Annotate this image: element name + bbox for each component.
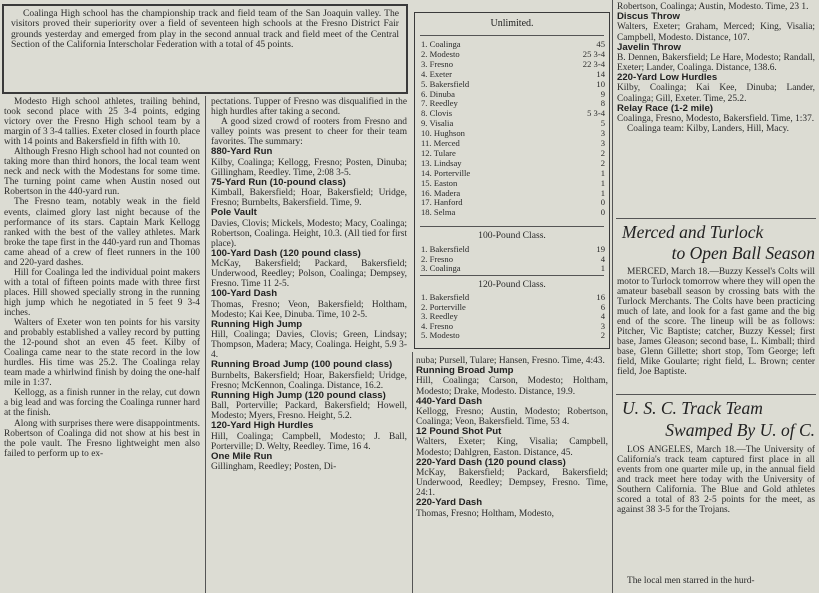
paragraph: Burnbelts, Bakersfield; Hoar, Bakersfield; Uridge, Fresno; McKennon, Coalinga. Distance, 16.2. [211,370,407,391]
event-heading: Relay Race (1-2 mile) [617,102,713,114]
standing-team: 11. Merced [421,138,460,148]
standing-points: 1 [600,177,605,188]
paragraph: nuba; Pursell, Tulare; Hansen, Fresno. Time, 4:43. [416,356,605,366]
paragraph: Walters, Exeter; Graham, Merced; King, Visalia; Campbell, Modesto. Distance, 107. [617,22,815,43]
paragraph: Hill, Coalinga; Campbell, Modesto; J. Ball, Porterville; D. Welty, Reedley. Time, 16 4. [211,431,407,452]
standing-points: 25 3-4 [582,48,605,59]
event-heading: 220-Yard Low Hurdles [617,72,718,84]
intro-paragraph: Coalinga High school has the championship track and field team of the San Joaquin valley. The visitors proved their superiority over a field of seventeen high schools at the Fresno District Fair grounds yesterday and emerged from play in the second annual track and field meet of the Central Section of the California Interscholar Federation with a total of 45 points. [11,8,399,51]
paragraph: Thomas, Fresno; Veon, Bakersfield; Holtham, Modesto; Kai Kee, Dinuba. Time, 10 2-5. [211,299,407,320]
standing-team: 8. Clovis [421,108,453,119]
standing-points: 19 [596,244,605,254]
paragraph: The Fresno team, notably weak in the field events, claimed glory last night because of the performance of its stars. Captain Mark Kellogg ranked with the best of the valley athletes. Mark broke the tape first in the 440-yard run and Thomas came ahead of a crew of fleet runners in the 100 and 220-yard dashes. [4,197,200,268]
section-rule [616,394,816,395]
class100-title: 100-Pound Class. [478,230,546,241]
column-divider [205,96,206,593]
article-column-1 [4,97,200,459]
paragraph: Ball, Porterville; Packard, Bakersfield; Howell, Modesto; Myers, Fresno. Height, 5.2. [211,401,407,422]
paragraph: Modesto High school athletes, trailing behind, took second place with 25 3-4 points, edging victory over the Fresno High school team by a margin of 3 3-4 tallies. Exeter closed in fourth place with 14 points and Bakersfield in fifth with 10. [4,97,200,148]
standing-team: 5. Bakersfield [421,78,470,89]
paragraph: A good sized crowd of rooters from Fresno and valley points was present to cheer for their team favorites. The summary: [211,117,407,148]
event-heading: Discus Throw [617,11,680,23]
standing-team: 4. Exeter [421,68,453,79]
standing-team: 12. Tulare [421,147,456,158]
standing-team: 3. Coalinga [421,263,461,274]
standings-rule [420,226,604,227]
section-rule [616,218,816,219]
standing-team: 17. Hanford [421,197,463,208]
merced-headline-line-1: Merced and Turlock [622,222,764,242]
event-heading: 440-Yard Dash [416,395,483,407]
intro-box [2,4,408,94]
standing-team: 7. Reedley [421,98,458,109]
standing-points: 22 3-4 [582,58,605,69]
standing-team: 4. Fresno [421,320,453,331]
column-divider [612,0,613,593]
event-heading: 880-Yard Run [211,146,273,158]
class100-standings-list [415,245,609,277]
event-heading: Running Broad Jump [416,365,514,377]
standing-points: 10 [596,78,605,89]
standing-team: 1. Bakersfield [421,244,470,254]
paragraph: Kellogg, Fresno; Austin, Modesto; Robertson, Coalinga; Veon, Bakersfield. Time, 53 4. [416,406,608,427]
paragraph: Kimball, Bakersfield; Hoar, Bakersfield; Uridge, Fresno; Burnbelts, Bakersfield. Time, 9. [211,188,407,209]
usc-headline-line-1: U. S. C. Track Team [622,398,763,418]
standing-points: 16 [596,292,605,302]
event-heading: 220-Yard Dash [416,497,483,509]
paragraph: McKay, Bakersfield; Packard, Bakersfield; Underwood, Reedley; Polson, Coalinga; Dempsey, Fresno. Time 11 2-5. [211,259,407,290]
paragraph: Hill, Coalinga; Carson, Modesto; Holtham, Modesto; Drake, Modesto. Distance, 19.9. [416,376,608,397]
paragraph: Robertson, Coalinga; Austin, Modesto. Time, 23 1. [617,2,809,12]
paragraph: Coalinga team: Kilby, Landers, Hill, Macy. [627,124,790,134]
standings-box [414,12,610,349]
class120-standings-list [415,293,609,345]
standing-team: 10. Hughson [421,128,465,139]
standing-team: 13. Lindsay [421,157,462,168]
event-heading: 120-Yard High Hurdles [211,420,314,432]
usc-article-tail: The local men starred in the hurd- [627,576,755,586]
paragraph: Hill for Coalinga led the individual point makers with a total of fifteen points made with three first places. Hill showed specially strong in the running high jump which he negotiated in 5 feet 9 3-4 inches. [4,267,200,318]
standings-title: Unlimited. [490,18,534,29]
paragraph: Kellogg, as a finish runner in the relay, cut down a big lead and was forcing the Coalinga runner hard at the finish. [4,388,200,419]
standing-team: 6. Dinuba [421,88,455,99]
paragraph: Davies, Clovis; Mickels, Modesto; Macy, Coalinga; Robertson, Coalinga. Height, 10.3. (All tied for first place). [211,218,407,249]
standing-team: 16. Madera [421,187,461,198]
standing-points: 6 [600,301,605,312]
column-divider [412,352,413,593]
event-heading: 12 Pound Shot Put [416,426,502,438]
event-heading: Pole Vault [211,207,257,219]
standings-rule [420,35,604,36]
paragraph: Hill, Coalinga; Davies, Clovis; Green, Lindsay; Thompson, Madera; Macy, Coalinga. Height, 5.9 3-4. [211,330,407,361]
paragraph: Although Fresno High school had not counted on taking more than third honors, the local team went neck and neck with the Modestans for some time. The turning point came when Austin nosed out Robertson in the 440-yard run. [4,147,200,198]
standing-team: 2. Modesto [421,48,460,59]
usc-article-body: LOS ANGELES, March 18.—The University of California's track team captured first place in all events from one quarter mile up, in the annual field and track meet here today with the University of Southern California. The Blue and Gold athletes scored a total of 83 2-5 points for the meet, as against 38 3-5 for the Trojans. [617,445,815,516]
standing-points: 1 [600,263,605,274]
paragraph: Walters, Exeter; King, Visalia; Campbell, Modesto; Dahlgren, Easton. Distance, 45. [416,437,608,458]
standing-points: 4 [600,311,605,322]
standing-points: 8 [600,98,605,109]
article-column-3 [416,356,608,519]
paragraph: Gillingham, Reedley; Posten, Di- [211,462,337,473]
article-column-4 [617,2,815,134]
paragraph: B. Dennen, Bakersfield; Le Hare, Modesto; Randall, Exeter; Lander, Coalinga. Distance, 138.6. [617,52,815,73]
standing-points: 3 [600,128,605,139]
standing-team: 5. Modesto [421,330,460,341]
unlimited-standings-list [415,40,609,220]
standing-points: 4 [600,253,605,264]
standing-points: 0 [600,207,605,218]
merced-headline-line-2: to Open Ball Season [671,243,815,263]
standing-team: 3. Reedley [421,311,458,322]
standing-points: 2 [600,147,605,158]
paragraph: Thomas, Fresno; Holtham, Modesto, [416,508,555,519]
class120-title: 120-Pound Class. [478,279,546,290]
standings-rule [420,275,604,276]
event-heading: One Mile Run [211,450,273,462]
event-heading: 75-Yard Run (10-pound class) [211,176,346,188]
paragraph: pectations. Tupper of Fresno was disqualified in the high hurdles after taking a second. [211,97,407,118]
event-heading: Javelin Throw [617,41,681,53]
paragraph: Walters of Exeter won ten points for his varsity and probably established a valley record by putting the 12-pound shot an even 45 feet. Kilby of Coalinga came near to the state record in the low hurdles. His time was 25.2. The Coalinga relay team made a whirlwind finish by doing the one-half mile in 1:37. [4,318,200,389]
standing-points: 3 [600,138,605,148]
standing-team: 15. Easton [421,177,458,188]
merced-article-body: MERCED, March 18.—Buzzy Kessel's Colts will motor to Turlock tomorrow where they will open the amateur baseball season by crossing bats with the Turlock Merchants. The Colts have been practicing much of late, and look for a fast game and the big end of the score. The lineup will be as follows: Pitcher, Vic Baptiste; catcher, Buzzy Kessel; first base, James Gleason; second base, L. Kimball; third base, Glenn Gillette; short stop, Tom George; left field, Mike Goularte; right field, L. Brown; center field, Joe Baptiste. [617,267,815,378]
standing-points: 14 [596,68,605,79]
standing-points: 1 [600,167,605,178]
standing-points: 45 [596,39,605,49]
article-column-2 [211,97,407,472]
paragraph: Kilby, Coalinga; Kai Kee, Dinuba; Lander, Coalinga; Gill, Exeter. Time, 25.2. [617,83,815,104]
standing-points: 1 [600,187,605,198]
event-heading: 100-Yard Dash (120 pound class) [211,247,361,259]
standing-team: 3. Fresno [421,58,453,69]
standing-team: 14. Porterville [421,167,471,178]
paragraph: Along with surprises there were disappointments. Robertson of Coalinga did not show at his best in the pole vault. The Fresno lightweight men also failed to perform up to ex- [4,418,200,459]
standing-team: 18. Selma [421,207,456,218]
standing-points: 3 [600,320,605,331]
paragraph: Kilby, Coalinga; Kellogg, Fresno; Posten, Dinuba; Gillingham, Reedley. Time, 2:08 3-5. [211,157,407,178]
event-heading: Running Broad Jump (100 pound class) [211,359,393,371]
standing-points: 5 3-4 [587,108,605,119]
paragraph: McKay, Bakersfield; Packard, Bakersfield; Underwood, Reedley; Dempsey, Fresno. Time, 24:1. [416,467,608,499]
usc-headline-line-2: Swamped By U. of C. [665,420,815,440]
event-heading: 220-Yard Dash (120 pound class) [416,456,566,468]
standing-team: 2. Porterville [421,301,466,312]
event-heading: Running High Jump (120 pound class) [211,389,386,401]
paragraph: Coalinga, Fresno, Modesto, Bakersfield. Time, 1:37. [617,113,815,124]
event-heading: Running High Jump [211,318,303,330]
standing-points: 2 [600,330,605,341]
standing-team: 1. Coalinga [421,39,461,49]
standing-team: 1. Bakersfield [421,292,470,302]
standing-team: 2. Fresno [421,253,453,264]
standing-points: 2 [600,157,605,168]
standing-points: 5 [600,118,605,129]
standing-points: 0 [600,197,605,208]
event-heading: 100-Yard Dash [211,288,278,300]
standing-team: 9. Visalia [421,118,454,129]
standing-points: 9 [600,88,605,99]
